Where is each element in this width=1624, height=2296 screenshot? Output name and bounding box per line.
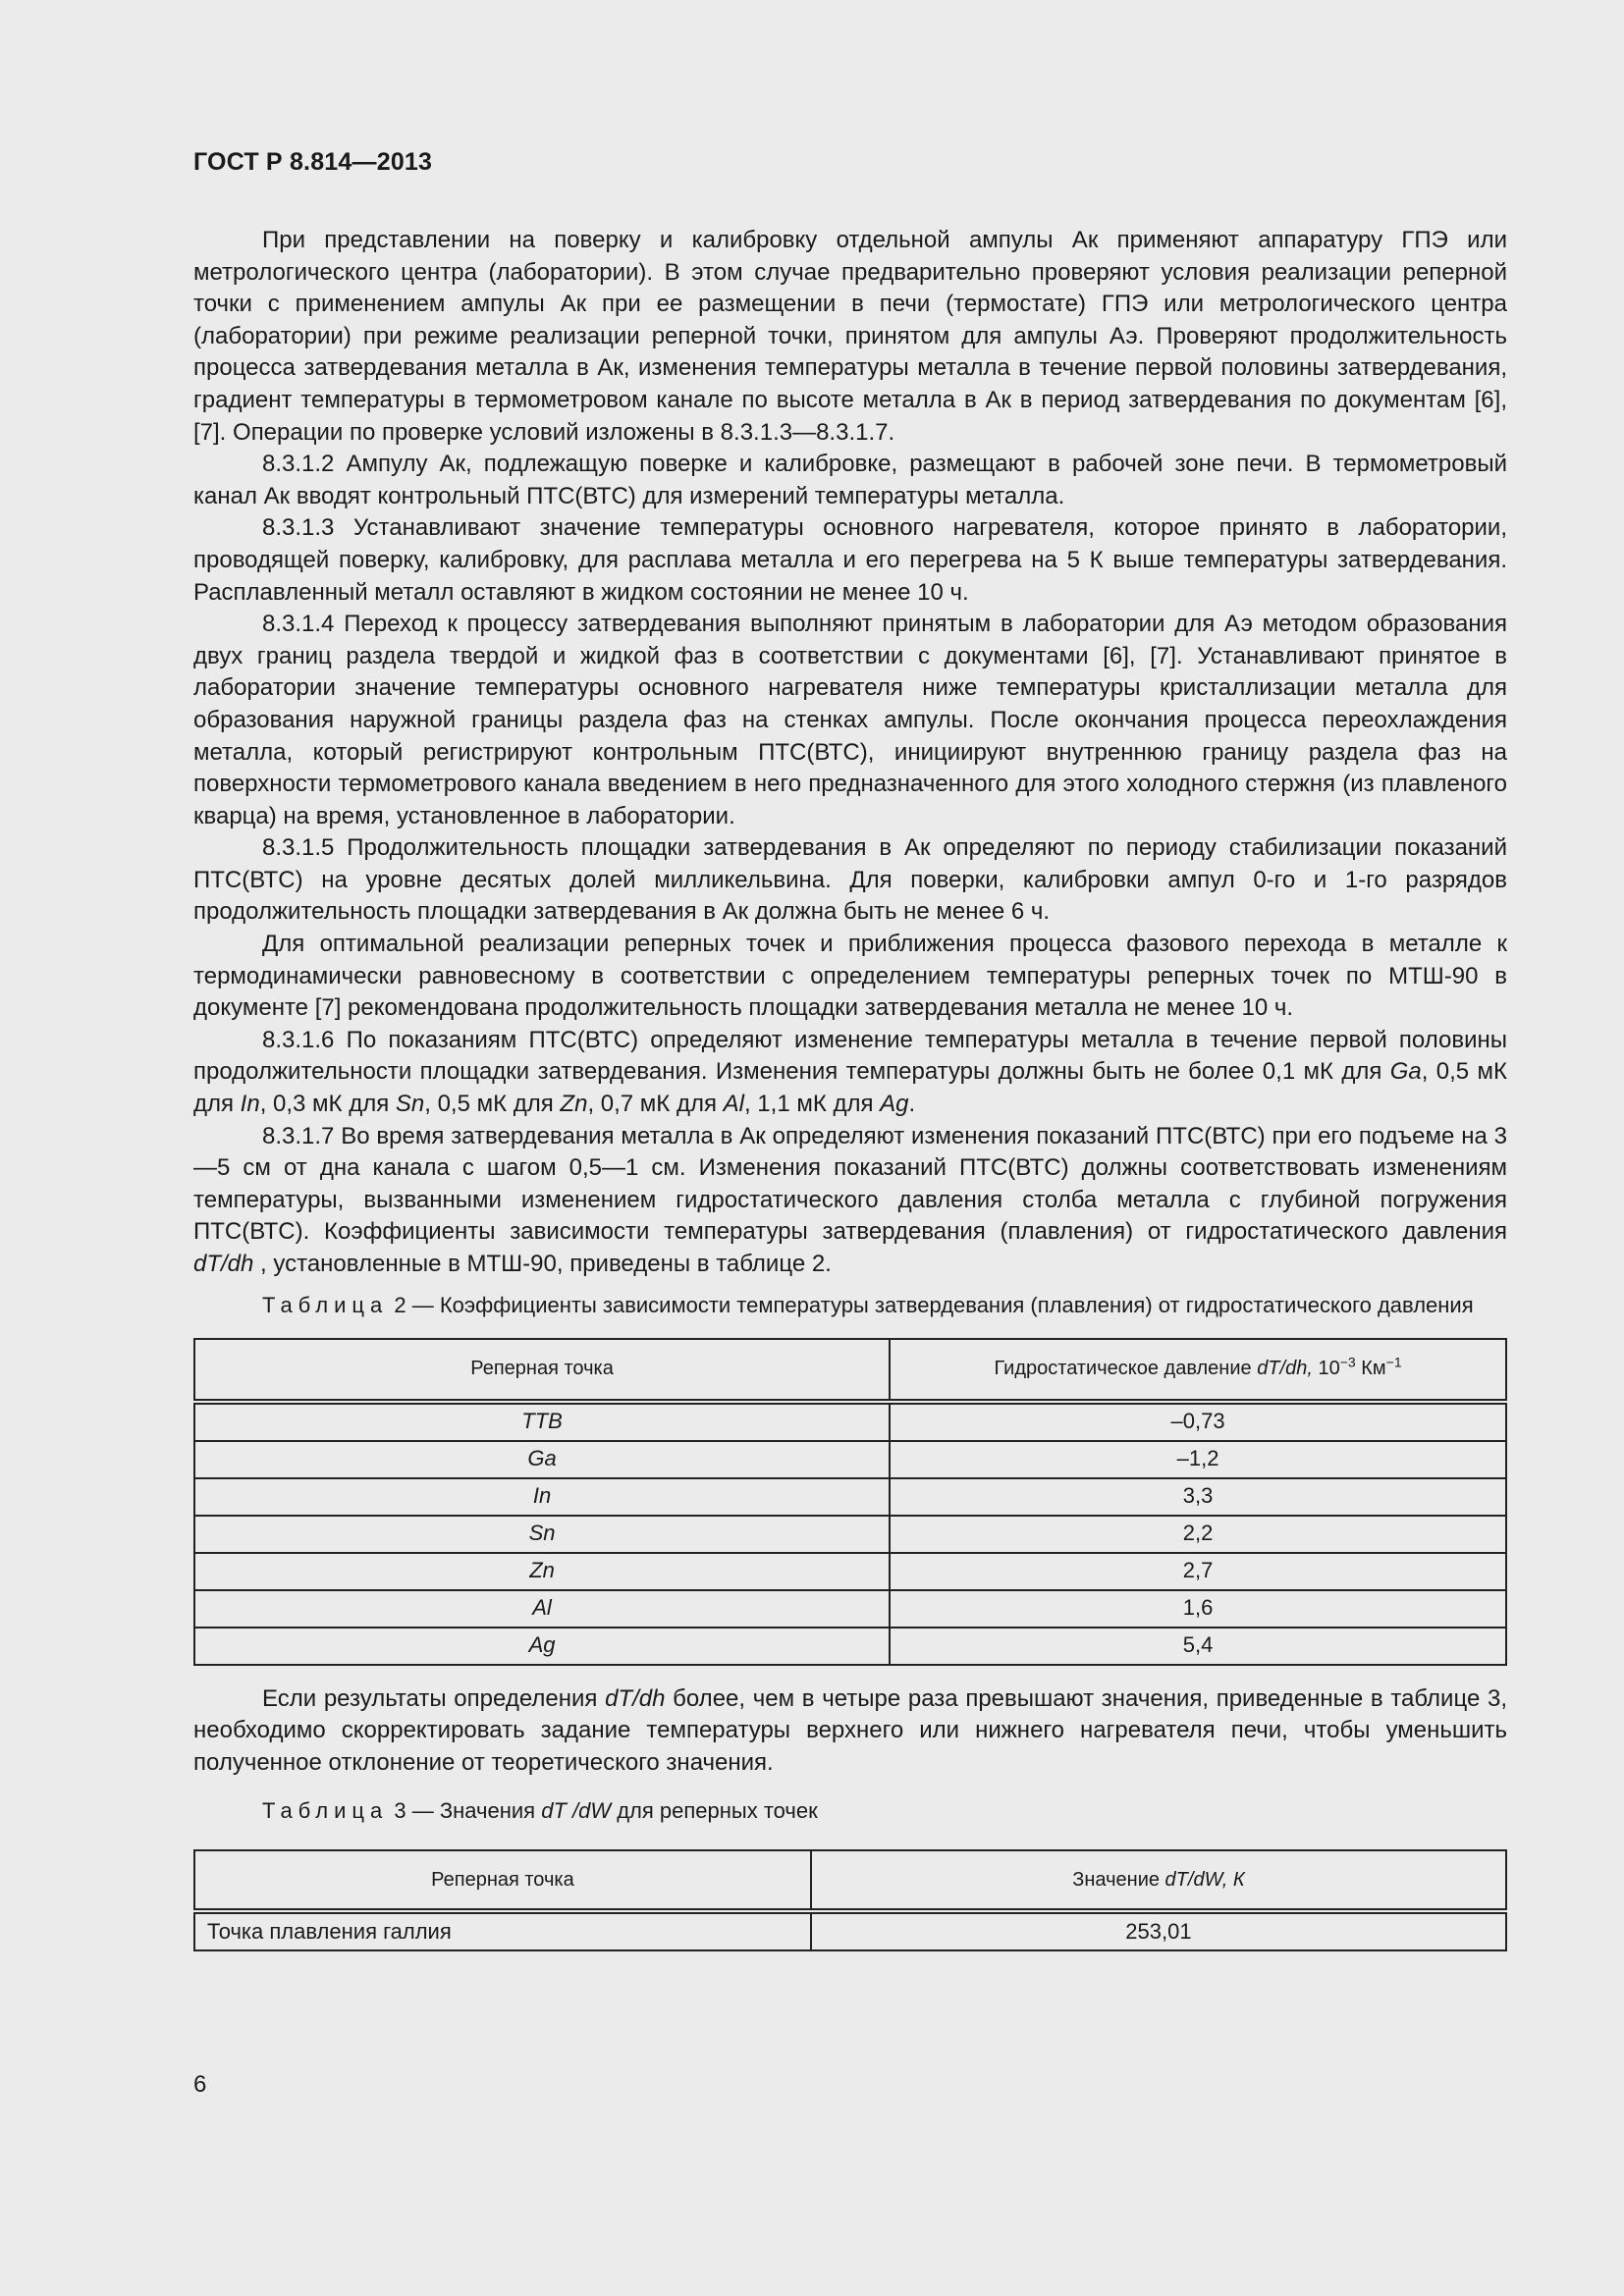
paragraph-8-3-1-6: 8.3.1.6 По показаниям ПТС(ВТС) определяют изменение температуры металла в течение первой половины продолжительности площадки затвердевания. Изменения температуры должны быть не более 0,1 мК для Ga, 0,5 мК для In, 0,3 мК для Sn, 0,5 мК для Zn, 0,7 мК для Al, 1,1 мК для Ag.: [193, 1026, 1507, 1118]
document-body: [193, 225, 1507, 1951]
table-3-header-point: Реперная точка: [194, 1850, 811, 1911]
table-3-header-value: Значение dT/dW, К: [811, 1850, 1506, 1911]
table-row: Ag 5,4: [194, 1628, 1506, 1665]
paragraph-8-3-1-4: 8.3.1.4 Переход к процессу затвердевания выполняют принятым в лаборатории для Аэ методом образования двух границ раздела твердой и жидкой фаз в соответствии с документами [6], [7]. Устанавливают принятое в лаборатории значение температуры основного нагревателя ниже температуры кристаллизации металла для образования наружной границы раздела фаз на стенках ампулы. После окончания процесса переохлаждения металла, который регистрируют контрольным ПТС(ВТС), инициируют внутреннюю границу раздела фаз на поверхности термометрового канала введением в него предназначенного для этого холодного стержня (из плавленого кварца) на время, установленное в лаборатории.: [193, 611, 1507, 829]
table-2-header-pressure: Гидростатическое давление dT/dh, $10^{-3}$ $Км^{-1}$: [890, 1339, 1506, 1402]
table-row: ТТВ –0,73: [194, 1402, 1506, 1441]
table-row: Zn 2,7: [194, 1553, 1506, 1590]
paragraph-optimal-realization: Для оптимальной реализации реперных точек и приближения процесса фазового перехода в металле к термодинамически равновесному в соответствии с определением температуры реперных точек по МТШ-90 в документе [7] рекомендована продолжительность площадки затвердевания металла не менее 10 ч.: [193, 931, 1507, 1022]
table-3: [193, 1849, 1507, 1951]
table-row: Ga –1,2: [194, 1441, 1506, 1478]
paragraph-8-3-1-5: 8.3.1.5 Продолжительность площадки затвердевания в Ак определяют по периоду стабилизации показаний ПТС(ВТС) на уровне десятых долей милликельвина. Для поверки, калибровки ампул 0-го и 1-го разрядов продолжительность площадки затвердевания в Ак должна быть не менее 6 ч.: [193, 834, 1507, 926]
table-row: Sn 2,2: [194, 1516, 1506, 1553]
paragraph-8-3-1-2: 8.3.1.2 Ампулу Ак, подлежащую поверке и калибровке, размещают в рабочей зоне печи. В термометровый канал Ак вводят контрольный ПТС(ВТС) для измерений температуры металла.: [193, 451, 1507, 509]
paragraph-intro: При представлении на поверку и калибровку отдельной ампулы Ак применяют аппаратуру ГПЭ или метрологического центра (лаборатории). В этом случае предварительно проверяют условия реализации реперной точки с применением ампулы Ак при ее размещении в печи (термостате) ГПЭ или метрологического центра (лаборатории) при режиме реализации реперной точки, принятом для ампулы Аэ. Проверяют продолжительность процесса затвердевания металла в Ак, изменения температуры металла в течение первой половины затвердевания, градиент температуры в термометровом канале по высоте металла в Ак в период затвердевания по документам [6], [7]. Операции по проверке условий изложены в 8.3.1.3—8.3.1.7.: [193, 227, 1507, 446]
paragraph-deviation: Если результаты определения dT/dh более, чем в четыре раза превышают значения, приведенные в таблице 3, необходимо скорректировать задание температуры верхнего или нижнего нагревателя печи, чтобы уменьшить полученное отклонение от теоретического значения.: [193, 1684, 1507, 1776]
document-header: ГОСТ Р 8.814—2013: [193, 148, 433, 176]
table-row: Al 1,6: [194, 1590, 1506, 1628]
table-3-caption: Таблица 3 — Значения dT /dW для реперных точек: [262, 1798, 818, 1824]
table-row: In 3,3: [194, 1478, 1506, 1516]
table-row: Точка плавления галлия 253,01: [194, 1911, 1506, 1950]
table-2-caption: Таблица 2 — Коэффициенты зависимости температуры затвердевания (плавления) от гидростатического давления: [262, 1292, 1474, 1317]
paragraph-8-3-1-7: 8.3.1.7 Во время затвердевания металла в Ак определяют изменения показаний ПТС(ВТС) при его подъеме на 3—5 см от дна канала с шагом 0,5—1 см. Изменения показаний ПТС(ВТС) должны соответствовать изменениям температуры, вызванными изменением гидростатического давления столба металла с глубиной погружения ПТС(ВТС). Коэффициенты зависимости температуры затвердевания (плавления) от гидростатического давления dT/dh , установленные в МТШ-90, приведены в таблице 2.: [193, 1122, 1507, 1277]
page-number: 6: [193, 2071, 207, 2098]
paragraph-8-3-1-3: 8.3.1.3 Устанавливают значение температуры основного нагревателя, которое принято в лаборатории, проводящей поверку, калибровку, для расплава металла и его перегрева на 5 К выше температуры затвердевания. Расплавленный металл оставляют в жидком состоянии не менее 10 ч.: [193, 514, 1507, 606]
table-2: [193, 1338, 1507, 1666]
table-2-header-point: Реперная точка: [194, 1339, 890, 1402]
